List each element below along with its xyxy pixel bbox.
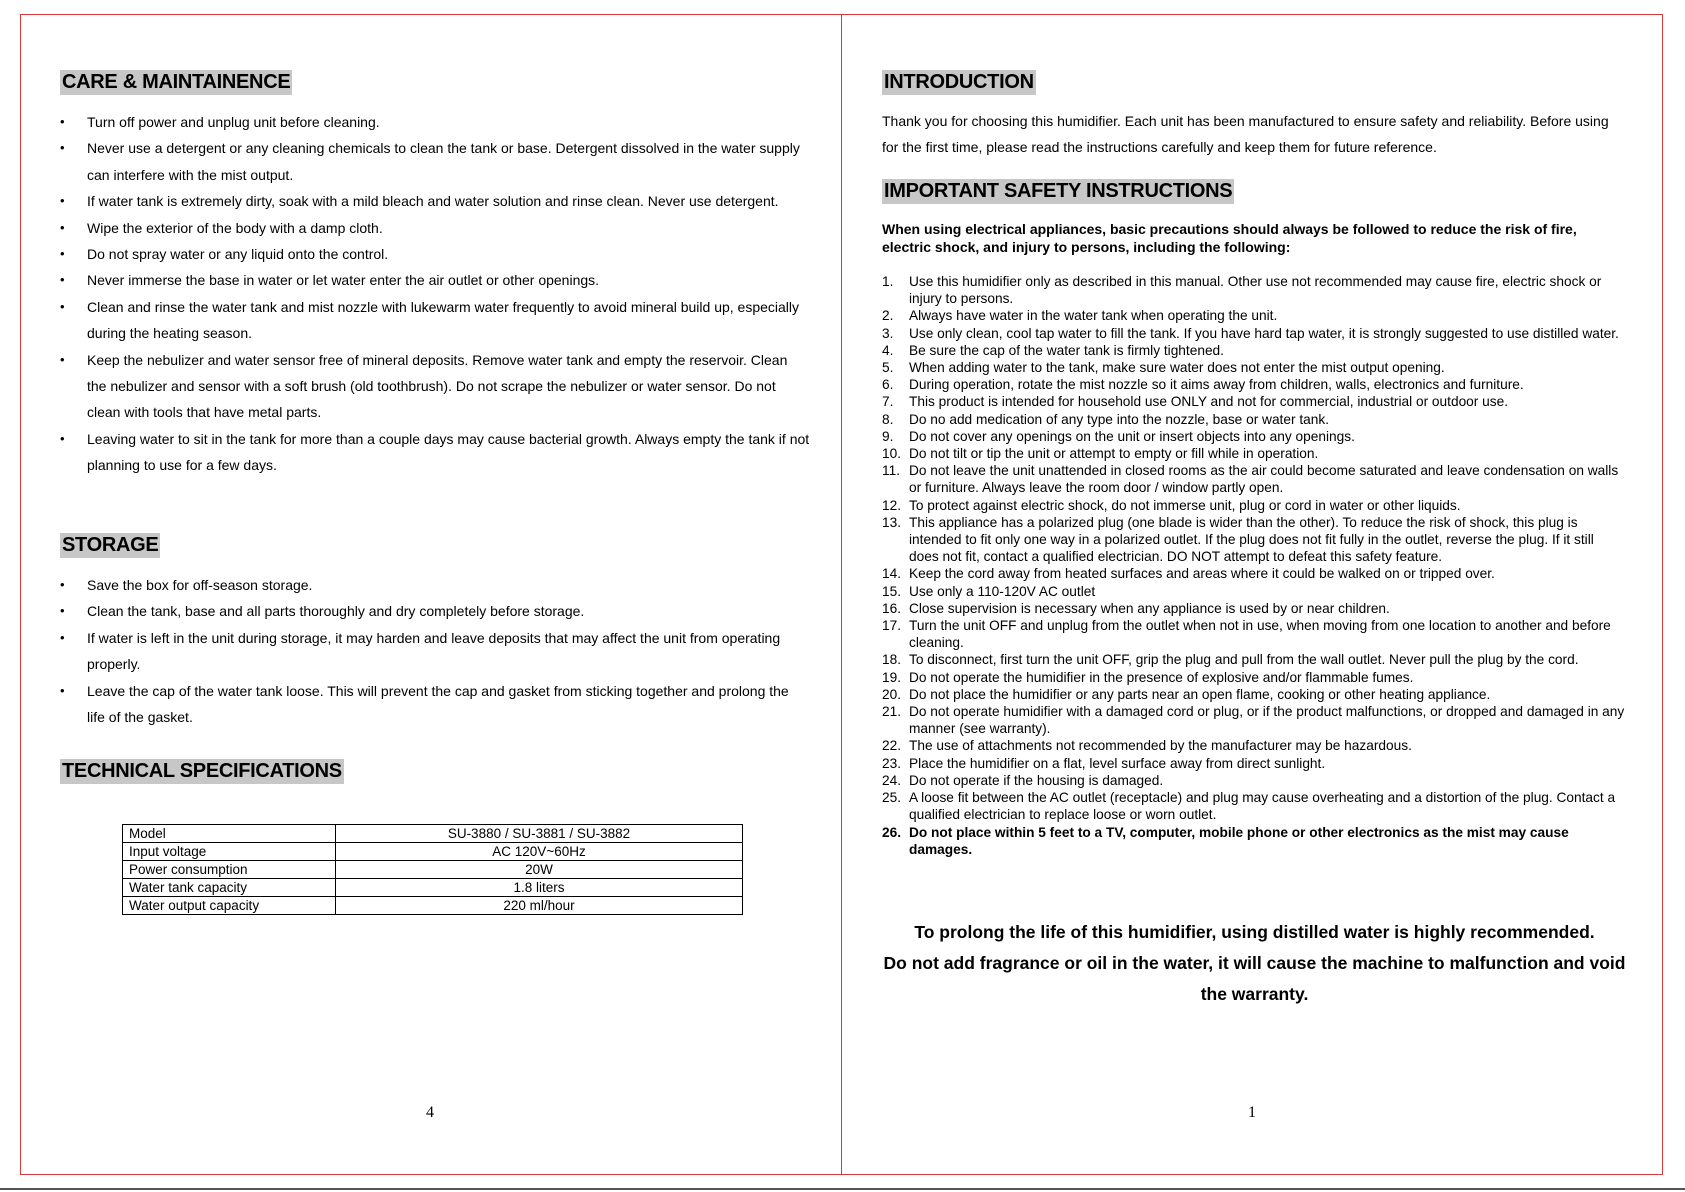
table-row bbox=[123, 843, 743, 861]
item-text: During operation, rotate the mist nozzle so it aims away from children, walls, electronics and furniture. bbox=[909, 377, 1524, 393]
spec-value: SU-3880 / SU-3881 / SU-3882 bbox=[336, 825, 743, 843]
safety-heading: IMPORTANT SAFETY INSTRUCTIONS bbox=[884, 180, 1233, 202]
list-item bbox=[882, 617, 1627, 651]
list-item bbox=[882, 307, 1627, 324]
list-item: • Never use a detergent or any cleaning chemicals to clean the tank or base. Detergent dissolved in the water supply can interfere with the mist output. bbox=[60, 135, 810, 188]
list-item: • Leaving water to sit in the tank for more than a couple days may cause bacterial growth. Always empty the tank if not planning to use for a few days. bbox=[60, 426, 810, 479]
list-item bbox=[882, 686, 1627, 703]
item-number: 23. bbox=[882, 755, 902, 771]
closing-line: To prolong the life of this humidifier, using distilled water is highly recommended. bbox=[914, 922, 1595, 942]
list-item bbox=[882, 651, 1627, 668]
item-text: Do no add medication of any type into the nozzle, base or water tank. bbox=[909, 411, 1330, 427]
item-number: 12. bbox=[882, 497, 902, 513]
item-text: Do not operate humidifier with a damaged cord or plug, or if the product malfunctions, or dropped and damaged in any manner (see warranty). bbox=[909, 704, 1625, 737]
item-text: A loose fit between the AC outlet (receptacle) and plug may cause overheating and a distortion of the plug. Contact a qualified electrician to replace loose or worn outlet. bbox=[909, 790, 1616, 823]
intro-text: Thank you for choosing this humidifier. Each unit has been manufactured to ensure safety and reliability. Before using for the first time, please read the instructions carefully and keep them for future reference. bbox=[882, 113, 1609, 155]
spec-label: Water tank capacity bbox=[123, 879, 336, 897]
item-text: Keep the cord away from heated surfaces and areas where it could be walked on or tripped over. bbox=[909, 566, 1495, 582]
care-list bbox=[60, 109, 810, 479]
spec-label: Water output capacity bbox=[123, 897, 336, 915]
list-item: • Leave the cap of the water tank loose. This will prevent the cap and gasket from sticking together and prolong the life of the gasket. bbox=[60, 678, 810, 731]
safety-list bbox=[882, 273, 1627, 858]
list-item bbox=[882, 583, 1627, 600]
list-item bbox=[882, 789, 1627, 823]
list-item bbox=[882, 755, 1627, 772]
care-heading: CARE & MAINTAINENCE bbox=[62, 71, 291, 93]
page-number: 1 bbox=[1248, 1104, 1256, 1121]
list-item: • Never immerse the base in water or let water enter the air outlet or other openings. bbox=[60, 267, 810, 293]
item-text: To disconnect, first turn the unit OFF, grip the plug and pull from the wall outlet. Never pull the plug by the cord. bbox=[909, 652, 1579, 668]
item-text: Close supervision is necessary when any appliance is used by or near children. bbox=[909, 600, 1390, 616]
spec-value: 20W bbox=[336, 861, 743, 879]
safety-warning: When using electrical appliances, basic precautions should always be followed to reduce the risk of fire, electric shock, and injury to persons, including the following: bbox=[882, 221, 1577, 255]
list-item bbox=[882, 445, 1627, 462]
list-item: • If water is left in the unit during storage, it may harden and leave deposits that may affect the unit from operating properly. bbox=[60, 625, 810, 678]
list-item bbox=[882, 565, 1627, 582]
item-number: 24. bbox=[882, 772, 902, 788]
item-text: The use of attachments not recommended by the manufacturer may be hazardous. bbox=[909, 738, 1412, 754]
item-text: Do not place the humidifier or any parts near an open flame, cooking or other heating appliance. bbox=[909, 686, 1491, 702]
item-number: 26. bbox=[882, 824, 902, 840]
table-row bbox=[123, 861, 743, 879]
spec-value: 220 ml/hour bbox=[336, 897, 743, 915]
list-item bbox=[882, 411, 1627, 428]
list-item bbox=[882, 273, 1627, 307]
item-text: When adding water to the tank, make sure water does not enter the mist output opening. bbox=[909, 360, 1445, 376]
item-number: 3. bbox=[882, 325, 894, 341]
item-text: Be sure the cap of the water tank is firmly tightened. bbox=[909, 342, 1224, 358]
item-text: Always have water in the water tank when operating the unit. bbox=[909, 308, 1278, 324]
item-number: 4. bbox=[882, 342, 894, 358]
list-item bbox=[882, 600, 1627, 617]
item-number: 1. bbox=[882, 274, 894, 289]
specs-table bbox=[122, 824, 743, 915]
item-text: Do not leave the unit unattended in closed rooms as the air could become saturated and leave condensation on walls or furniture. Always leave the room door / window partly open. bbox=[909, 463, 1619, 496]
item-text: To protect against electric shock, do not immerse unit, plug or cord in water or other liquids. bbox=[909, 497, 1461, 513]
list-item: • Keep the nebulizer and water sensor free of mineral deposits. Remove water tank and empty the reservoir. Clean the nebulizer and sensor with a soft brush (old toothbrush). Do not scrape the nebulizer or water sensor. Do not clean with tools that have metal parts. bbox=[60, 347, 810, 426]
item-number: 15. bbox=[882, 583, 902, 599]
list-item: • If water tank is extremely dirty, soak with a mild bleach and water solution and rinse clean. Never use detergent. bbox=[60, 188, 810, 214]
item-number: 21. bbox=[882, 704, 902, 720]
item-text: This appliance has a polarized plug (one blade is wider than the other). To reduce the risk of shock, this plug is intended to fit only one way in a polarized outlet. If the plug does not fit fully in the outlet, reverse the plug. If it still does not fit, contact a qualified electrician. DO NOT attempt to defeat this safety feature. bbox=[909, 514, 1594, 565]
item-text: Do not tilt or tip the unit or attempt to empty or fill while in operation. bbox=[909, 446, 1319, 462]
item-text: This product is intended for household use ONLY and not for commercial, industrial or outdoor use. bbox=[909, 394, 1509, 410]
item-number: 16. bbox=[882, 600, 902, 616]
spec-value: 1.8 liters bbox=[336, 879, 743, 897]
item-number: 9. bbox=[882, 428, 894, 444]
table-row bbox=[123, 897, 743, 915]
closing-line: Do not add fragrance or oil in the water, it will cause the machine to malfunction and void the warranty. bbox=[883, 953, 1626, 1004]
item-text: Do not operate if the housing is damaged. bbox=[909, 772, 1164, 788]
table-row bbox=[123, 879, 743, 897]
list-item bbox=[882, 669, 1627, 686]
list-item: • Do not spray water or any liquid onto the control. bbox=[60, 241, 810, 267]
item-number: 20. bbox=[882, 686, 902, 702]
list-item bbox=[882, 428, 1627, 445]
item-text: Use this humidifier only as described in this manual. Other use not recommended may cause fire, electric shock or injury to persons. bbox=[909, 274, 1602, 307]
item-text: Turn the unit OFF and unplug from the outlet when not in use, when moving from one location to another and before cleaning. bbox=[909, 618, 1611, 651]
list-item: • Save the box for off-season storage. bbox=[60, 572, 810, 598]
spec-label: Model bbox=[123, 825, 336, 843]
item-text: Do not cover any openings on the unit or insert objects into any openings. bbox=[909, 428, 1355, 444]
list-item: • Clean the tank, base and all parts thoroughly and dry completely before storage. bbox=[60, 598, 810, 624]
item-number: 7. bbox=[882, 394, 894, 410]
item-number: 13. bbox=[882, 514, 902, 530]
storage-list bbox=[60, 572, 810, 730]
list-item bbox=[882, 342, 1627, 359]
item-number: 22. bbox=[882, 738, 902, 754]
page-divider bbox=[841, 14, 842, 1175]
item-text: Use only a 110-120V AC outlet bbox=[909, 583, 1096, 599]
list-item bbox=[882, 497, 1627, 514]
item-text: Use only clean, cool tap water to fill the tank. If you have hard tap water, it is strongly suggested to use distilled water. bbox=[909, 325, 1619, 341]
list-item: • Turn off power and unplug unit before cleaning. bbox=[60, 109, 810, 135]
item-text: Place the humidifier on a flat, level surface away from direct sunlight. bbox=[909, 755, 1326, 771]
bottom-rule bbox=[0, 1188, 1685, 1190]
item-number: 8. bbox=[882, 411, 894, 427]
list-item bbox=[882, 824, 1627, 858]
item-number: 10. bbox=[882, 446, 902, 462]
spec-label: Input voltage bbox=[123, 843, 336, 861]
item-number: 6. bbox=[882, 377, 894, 393]
list-item bbox=[882, 359, 1627, 376]
item-number: 11. bbox=[882, 463, 901, 479]
item-number: 17. bbox=[882, 618, 902, 634]
item-text: Do not operate the humidifier in the presence of explosive and/or flammable fumes. bbox=[909, 669, 1414, 685]
list-item bbox=[882, 514, 1627, 566]
list-item bbox=[882, 462, 1627, 496]
list-item bbox=[882, 737, 1627, 754]
spec-label: Power consumption bbox=[123, 861, 336, 879]
list-item: • Wipe the exterior of the body with a damp cloth. bbox=[60, 215, 810, 241]
spec-value: AC 120V~60Hz bbox=[336, 843, 743, 861]
table-row bbox=[123, 825, 743, 843]
item-text: Do not place within 5 feet to a TV, computer, mobile phone or other electronics as the mist may cause damages. bbox=[909, 824, 1569, 857]
item-number: 19. bbox=[882, 669, 902, 685]
item-number: 5. bbox=[882, 360, 894, 376]
list-item bbox=[882, 376, 1627, 393]
intro-heading: INTRODUCTION bbox=[884, 71, 1034, 93]
list-item bbox=[882, 703, 1627, 737]
item-number: 25. bbox=[882, 790, 902, 806]
list-item bbox=[882, 325, 1627, 342]
list-item: • Clean and rinse the water tank and mist nozzle with lukewarm water frequently to avoid mineral build up, especially during the heating season. bbox=[60, 294, 810, 347]
page-number: 4 bbox=[426, 1104, 434, 1121]
closing-note bbox=[882, 917, 1627, 1010]
item-number: 14. bbox=[882, 566, 902, 582]
item-number: 18. bbox=[882, 652, 902, 668]
specs-heading: TECHNICAL SPECIFICATIONS bbox=[62, 760, 342, 782]
storage-heading: STORAGE bbox=[62, 534, 159, 556]
list-item bbox=[882, 393, 1627, 410]
list-item bbox=[882, 772, 1627, 789]
item-number: 2. bbox=[882, 308, 894, 324]
